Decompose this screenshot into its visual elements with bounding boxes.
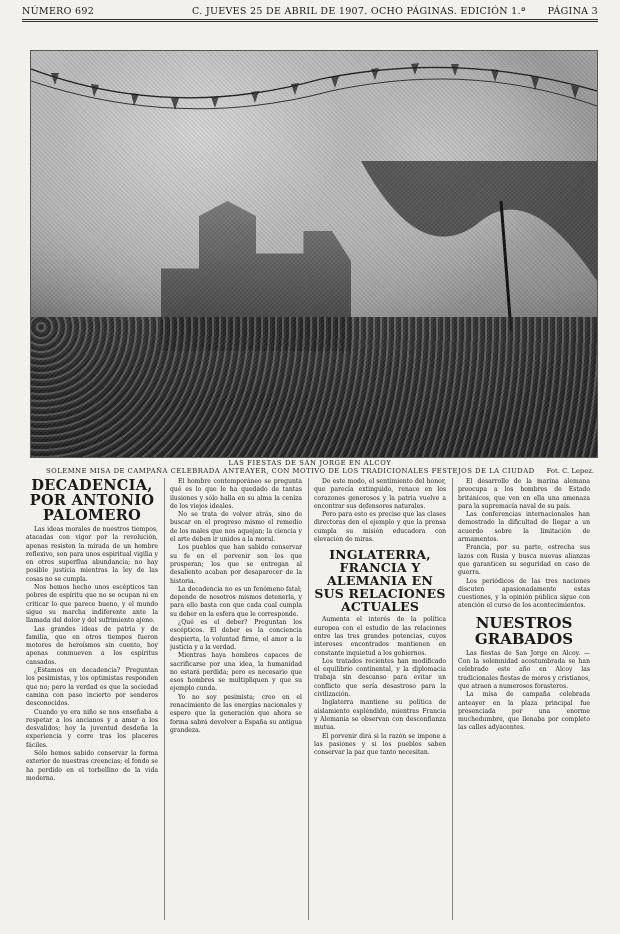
column-divider [164,478,165,920]
article-paragraph: La misa de campaña celebrada anteayer en la plaza principal fue presenciada por una enorme muchedumbre, que llenaba por completo las calles adyacentes. [458,691,590,732]
article-paragraph: No se trata de volver atrás, sino de buscar en el progreso mismo el remedio de los males que nos aquejan; la ciencia y el arte deben ir unidos a la moral. [170,511,302,544]
photograph-alcoy-festival [30,50,598,458]
column-divider [452,478,453,920]
article-paragraph: Cuando yo era niño se nos enseñaba a respetar a los ancianos y a amar a los desvalidos; hoy la juventud desdeña la experiencia y corre tras los placeres fáciles. [26,708,158,749]
article-heading-inglaterra: INGLATERRA, FRANCIA Y ALEMANIA EN SUS RELACIONES ACTUALES [314,547,446,615]
article-heading-grabados: NUESTROS GRABADOS [474,613,574,648]
top-rule [22,19,598,20]
photo-caption-subtitle: SOLEMNE MISA DE CAMPAÑA CELEBRADA ANTEAYER, CON MOTIVO DE LOS TRADICIONALES FESTEJOS DE LA CIUDAD [46,467,535,475]
article-paragraph: Las grandes ideas de patria y de familia, que en otros tiempos fueron motores de heroísmos sin cuento, hoy apenas conmueven a los espíritus cansados. [26,625,158,666]
article-paragraph: El porvenir dirá si la razón se impone a las pasiones y si los pueblos saben conservar la paz que tanto necesitan. [314,732,446,757]
article-paragraph: Las fiestas de San Jorge en Alcoy. — Con la solemnidad acostumbrada se han celebrado este año en Alcoy las tradicionales fiestas de moros y cristianos, que atraen a numerosos forasteros. [458,649,590,690]
article-heading-decadencia: DECADENCIA, POR ANTONIO PALOMERO [29,478,155,524]
article-paragraph: Los pueblos que han sabido conservar su fe en el porvenir son los que prosperan; los que se entregan al desaliento acaban por desaparecer de la historia. [170,544,302,585]
article-column-2 [170,478,302,920]
article-paragraph: El hombre contemporáneo se pregunta qué es lo que le ha quedado de tantas ilusiones y sólo halla en su alma la ceniza de los viejos ideales. [170,478,302,510]
article-paragraph: Las ideas morales de nuestros tiempos, atacadas con vigor por la revolución, apenas resisten la mirada de un hombre reflexivo, son para unos espiritual vigilia y en otros superflua abundancia; no hay posible justicia mientras la ley de las cosas no se cumpla. [26,526,158,583]
photo-caption-title: LAS FIESTAS DE SAN JORGE EN ALCOY [228,459,392,467]
article-paragraph: Los tratados recientes han modificado el equilibrio continental, y la diplomacia trabaja sin descanso para evitar un conflicto que sería desastroso para la civilización. [314,657,446,699]
photo-grain [31,51,597,457]
article-paragraph: El desarrollo de la marina alemana preocupa a los hombres de Estado británicos, que ven en ella una amenaza para la supremacía naval de su país. [458,478,590,510]
article-paragraph: Pero para esto es preciso que las clases directoras den el ejemplo y que la prensa cumpla su misión educadora con elevación de miras. [314,511,446,544]
article-paragraph: ¿Qué es el deber? Preguntan los escépticos. El deber es la conciencia despierta, la voluntad firme, el amor a la justicia y a la verdad. [170,619,302,651]
article-paragraph: ¿Estamos en decadencia? Preguntan los pesimistas, y los optimistas responden que no; pero la verdad es que la sociedad camina con paso incierto por senderos desconocidos. [26,667,158,708]
photo-credit: Fot. C. Lepez. [546,467,594,475]
article-paragraph: La decadencia no es un fenómeno fatal; depende de nosotros mismos detenerla, y para ello basta con que cada cual cumpla su deber en la esfera que le corresponde. [170,585,302,618]
article-paragraph: Las conferencias internacionales han demostrado la dificultad de llegar a un acuerdo sobre la limitación de armamentos. [458,511,590,544]
article-paragraph: Yo no soy pesimista; creo en el renacimiento de las energías nacionales y espero que la generación que ahora se forma sabrá devolver a España su antigua grandeza. [170,693,302,734]
article-paragraph: Francia, por su parte, estrecha sus lazos con Rusia y busca nuevas alianzas que garanticen su seguridad en caso de guerra. [458,544,590,577]
page-number: PÁGINA 3 [547,6,598,17]
article-paragraph: Los periódicos de las tres naciones discuten apasionadamente estas cuestiones, y la opinión pública sigue con atención el curso de los acontecimientos. [458,577,590,610]
article-paragraph: De este modo, el sentimiento del honor, que parecía extinguido, renace en los corazones generosos y la patria vuelve a encontrar sus defensores naturales. [314,478,446,510]
article-paragraph: Sólo hemos sabido conservar la forma exterior de nuestras creencias; el fondo se ha perdido en el torbellino de la vida moderna. [26,750,158,782]
column-divider [308,478,309,920]
masthead [22,2,598,20]
article-column-4 [458,478,590,920]
article-paragraph: Mientras haya hombres capaces de sacrificarse por una idea, la humanidad no estará perdida; pero es necesario que esos hombres se multipliquen y que su ejemplo cunda. [170,652,302,693]
article-paragraph: Aumenta el interés de la política europea con el estudio de las relaciones entre las tres grandes potencias, cuyos intereses encontrados mantienen en constante inquietud a los gobiernos. [314,616,446,657]
article-column-1 [26,478,158,920]
article-paragraph: Inglaterra mantiene su política de aislamiento espléndido, mientras Francia y Alemania se observan con desconfianza mutua. [314,699,446,732]
top-rule-thin [22,21,598,22]
issue-number: NÚMERO 692 [22,6,95,17]
article-paragraph: Nos hemos hecho unos escépticos tan pobres de espíritu que no se ocupan ni en criticar lo que parece bueno, y el mundo sigue su marcha indiferente ante la llamada del dolor y del sufrimiento ajeno. [26,584,158,625]
article-column-3 [314,478,446,920]
issue-date: C. JUEVES 25 DE ABRIL DE 1907. OCHO PÁGINAS. EDICIÓN 1.ª [192,6,526,17]
